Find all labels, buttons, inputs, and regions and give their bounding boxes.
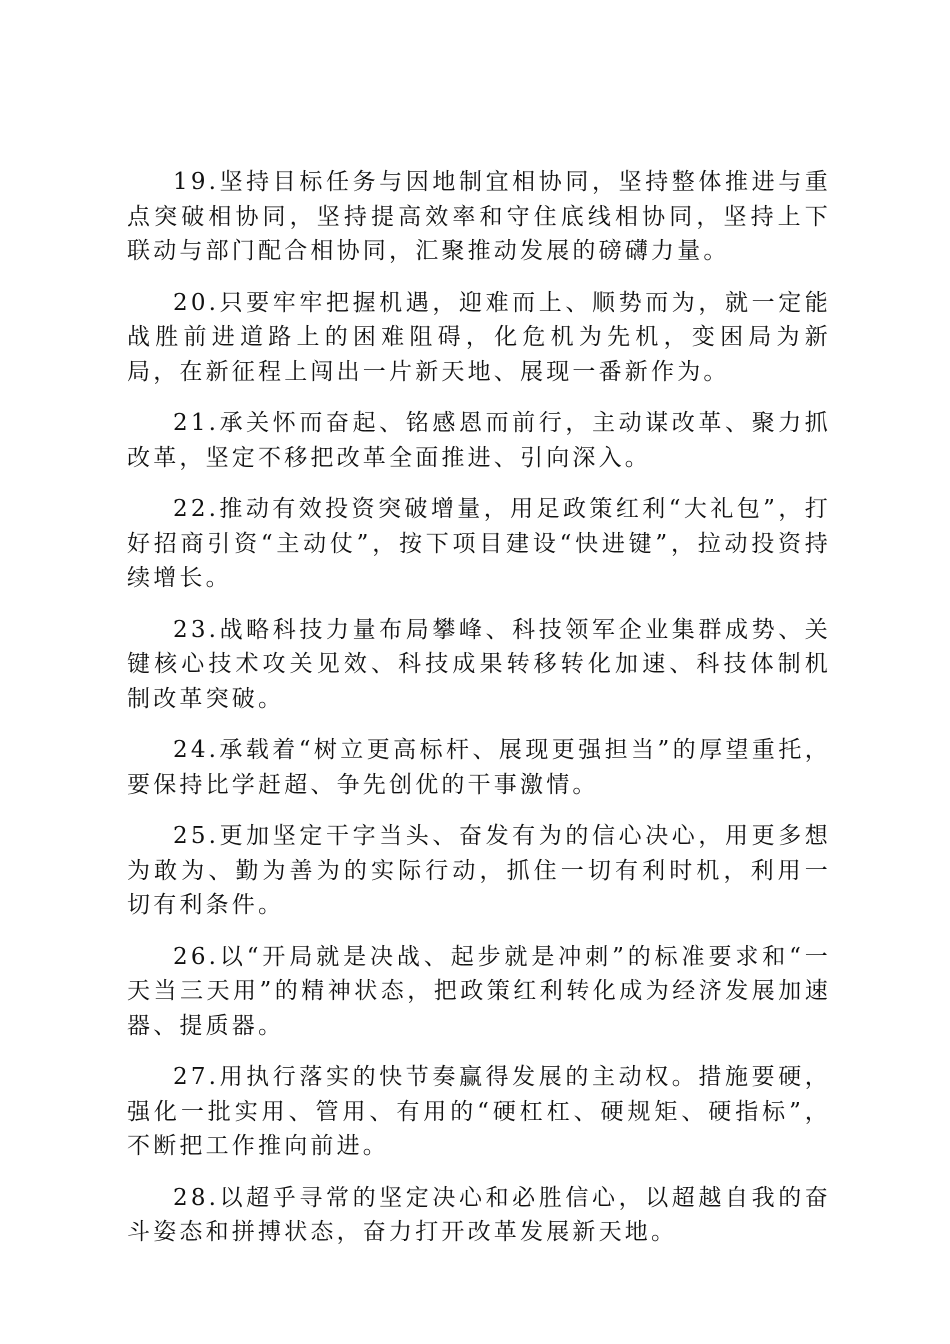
paragraph-24: 24.承载着“树立更高标杆、展现更强担当”的厚望重托，要保持比学赶超、争先创优的干事激情。: [127, 737, 831, 798]
paragraph-19: 19.坚持目标任务与因地制宜相协同，坚持整体推进与重点突破相协同，坚持提高效率和守住底线相协同，坚持上下联动与部门配合相协同，汇聚推动发展的磅礴力量。: [127, 169, 831, 264]
paragraph-20: 20.只要牢牢把握机遇，迎难而上、顺势而为，就一定能战胜前进道路上的困难阻碍，化危机为先机，变困局为新局，在新征程上闯出一片新天地、展现一番新作为。: [127, 289, 831, 385]
document-page: [127, 165, 831, 1267]
paragraph-21: 21.承关怀而奋起、铭感恩而前行，主动谋改革、聚力抓改革，坚定不移把改革全面推进、引向深入。: [127, 410, 831, 471]
paragraph-25: 25.更加坚定干字当头、奋发有为的信心决心，用更多想为敢为、勤为善为的实际行动，抓住一切有利时机，利用一切有利条件。: [127, 823, 831, 918]
paragraph-22: 22.推动有效投资突破增量，用足政策红利“大礼包”，打好招商引资“主动仗”，按下项目建设“快进键”，拉动投资持续增长。: [127, 496, 831, 591]
paragraph-28: 28.以超乎寻常的坚定决心和必胜信心，以超越自我的奋斗姿态和拼搏状态，奋力打开改革发展新天地。: [127, 1184, 831, 1245]
paragraph-23: 23.战略科技力量布局攀峰、科技领军企业集群成势、关键核心技术攻关见效、科技成果转移转化加速、科技体制机制改革突破。: [127, 616, 831, 712]
paragraph-26: 26.以“开局就是决战、起步就是冲刺”的标准要求和“一天当三天用”的精神状态，把政策红利转化成为经济发展加速器、提质器。: [127, 943, 831, 1039]
paragraph-27: 27.用执行落实的快节奏赢得发展的主动权。措施要硬，强化一批实用、管用、有用的“硬杠杠、硬规矩、硬指标”，不断把工作推向前进。: [127, 1064, 831, 1159]
